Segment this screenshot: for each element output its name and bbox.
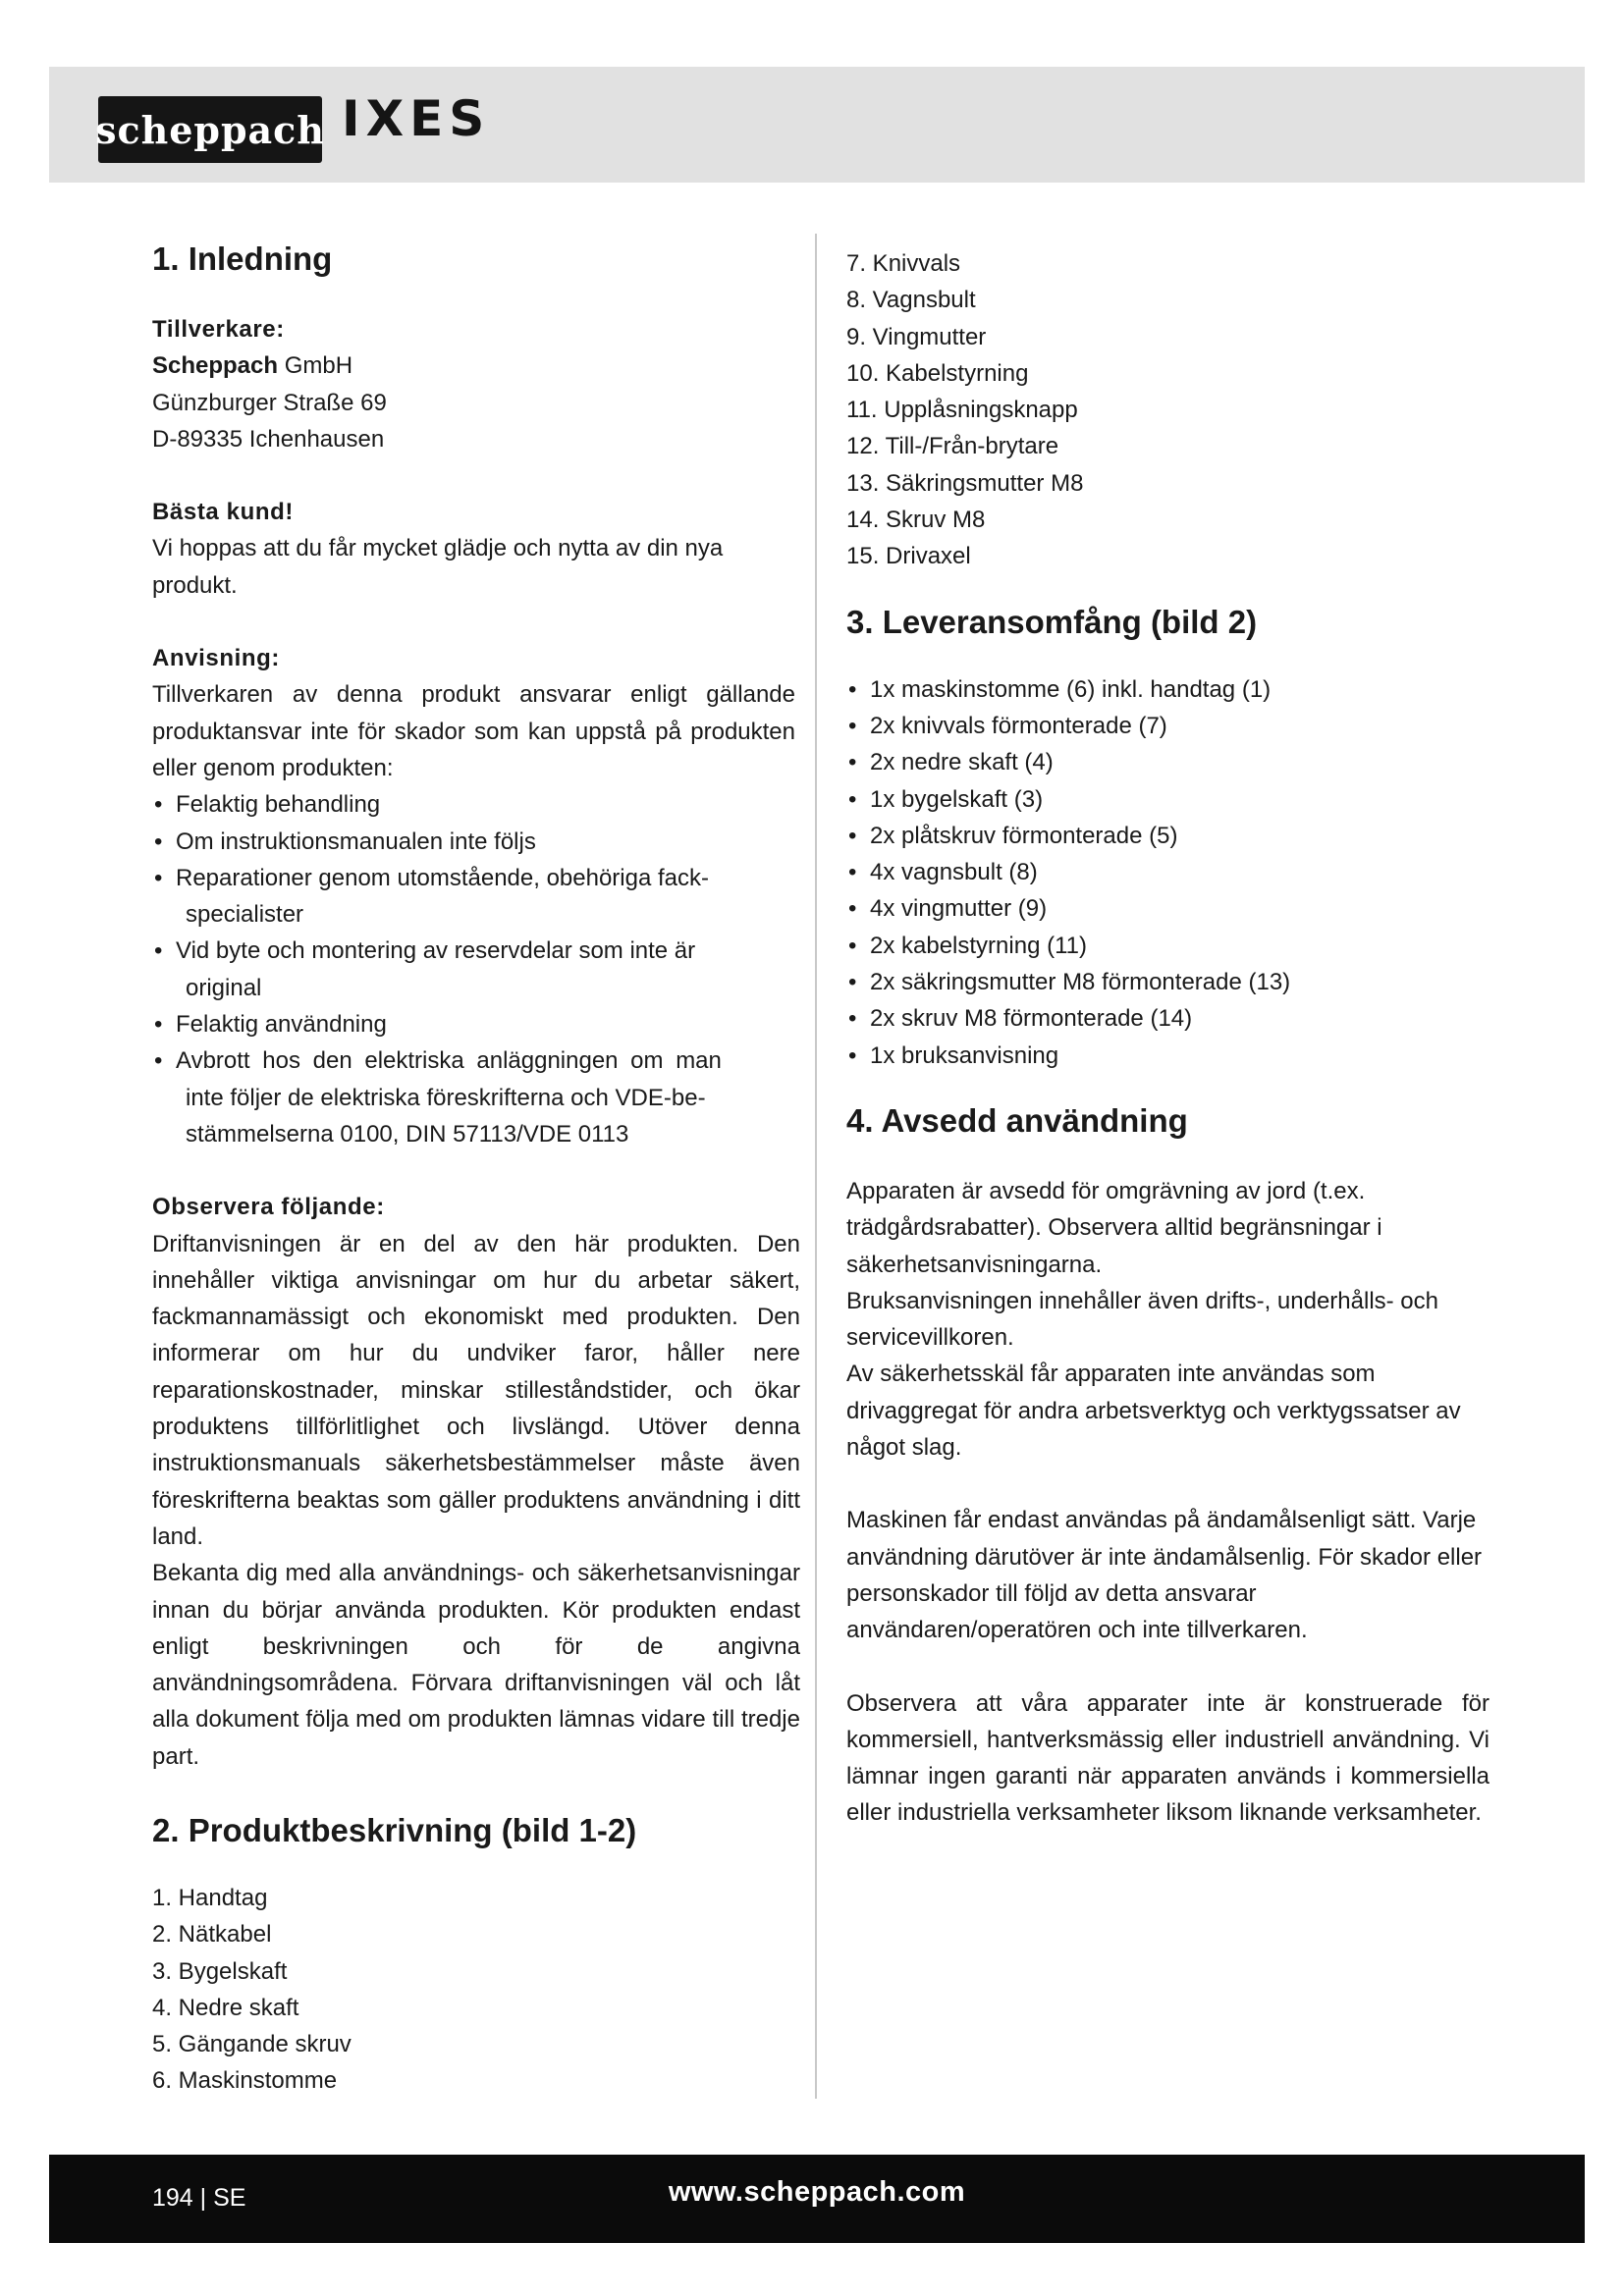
list-item: 14. Skruv M8 <box>846 507 986 534</box>
list-item: 2. Nätkabel <box>152 1921 272 1949</box>
intended-use-para-1: Apparaten är avsedd för omgrävning av jord (t.ex. trädgårdsrabatter). Observera alltid begränsningar i säkerhetsanvisningarna. <box>846 1177 1382 1278</box>
list-item: • 2x nedre skaft (4) <box>846 744 1494 780</box>
ixes-logo: IXES <box>342 90 491 147</box>
observe-text-2: Bekanta dig med alla användnings- och säkerhetsanvisningar innan du börjar använda produkten. Kör produkten endast enligt beskrivningen och för de angivna användningsområdena. Förvara driftanvisningen väl och låt alla dokument följa med om produkten lämnas vidare till tredje part. <box>152 1560 800 1770</box>
list-item: • Avbrott hos den elektriska anläggningen om man inte följer de elektriska föreskrifterna och VDE-be- stämmelserna 0100, DIN 57113/VDE 0113 <box>152 1042 800 1152</box>
list-item: • Reparationer genom utomstående, obehöriga fack- specialister <box>152 860 800 934</box>
list-item: 1. Handtag <box>152 1884 268 1911</box>
list-item: 15. Drivaxel <box>846 543 971 570</box>
right-column <box>846 245 1494 1832</box>
list-item: • 2x kabelstyrning (11) <box>846 928 1494 964</box>
list-item: • Vid byte och montering av reservdelar som inte är original <box>152 933 800 1006</box>
page-number: 194 | SE <box>152 2184 246 2212</box>
heading-leveransomfang: 3. Leveransomfång (bild 2) <box>846 603 1258 640</box>
list-item: 9. Vingmutter <box>846 323 987 350</box>
list-item: 13. Säkringsmutter M8 <box>846 469 1084 497</box>
list-item: • Felaktig behandling <box>152 786 800 823</box>
heading-inledning: 1. Inledning <box>152 240 333 277</box>
notice-label: Anvisning: <box>152 645 280 672</box>
list-item: 3. Bygelskaft <box>152 1957 288 1985</box>
observe-label: Observera följande: <box>152 1194 385 1221</box>
observe-text-1: Driftanvisningen är en del av den här produkten. Den innehåller viktiga anvisningar om hur du arbetar säkert, fackmannamässigt och ekonomiskt med produkten. Den informerar om hur du undviker faror, håller nere reparationskostnader, minskar stilleståndstider, och ökar produktens tillförlitlighet och livslängd. Utöver denna instruktionsmanuals säkerhetsbestämmelser måste även föreskrifterna beaktas som gäller produktens användning i ditt land. <box>152 1230 800 1550</box>
delivery-list <box>846 671 1494 1074</box>
list-item: 12. Till-/Från-brytare <box>846 433 1059 460</box>
column-divider <box>815 234 817 2099</box>
list-item: 8. Vagnsbult <box>846 287 976 314</box>
list-item: 10. Kabelstyrning <box>846 359 1029 387</box>
list-item: • Om instruktionsmanualen inte följs <box>152 824 800 860</box>
list-item: 7. Knivvals <box>846 250 961 277</box>
list-item: • 2x skruv M8 förmonterade (14) <box>846 1000 1494 1037</box>
notice-list <box>152 786 800 1152</box>
list-item: 11. Upplåsningsknapp <box>846 397 1078 424</box>
page-footer <box>49 2155 1585 2243</box>
scheppach-logo: scheppach <box>98 96 322 163</box>
list-item: 5. Gängande skruv <box>152 2031 352 2058</box>
product-parts-list-b <box>846 245 1494 575</box>
manufacturer-name: Scheppach GmbH <box>152 352 353 380</box>
intended-use-para-4: Maskinen får endast användas på ändamålsenligt sätt. Varje användning därutöver är inte ändamålsenlig. För skador eller personskador till följd av detta ansvarar användaren/operatören och inte tillverkaren. <box>846 1507 1483 1644</box>
list-item: • 2x knivvals förmonterade (7) <box>846 708 1494 744</box>
product-parts-list-a <box>152 1880 800 2100</box>
list-item: • 2x säkringsmutter M8 förmonterade (13) <box>846 964 1494 1000</box>
list-item: • 4x vagnsbult (8) <box>846 854 1494 890</box>
intended-use-para-2: Bruksanvisningen innehåller även drifts-, underhålls- och servicevillkoren. <box>846 1287 1438 1352</box>
left-column <box>152 234 800 2100</box>
list-item: • Felaktig användning <box>152 1006 800 1042</box>
customer-text: Vi hoppas att du får mycket glädje och nytta av din nya produkt. <box>152 535 724 599</box>
website-link[interactable]: www.scheppach.com <box>668 2176 966 2208</box>
list-item: 4. Nedre skaft <box>152 1994 299 2021</box>
list-item: • 1x maskinstomme (6) inkl. handtag (1) <box>846 671 1494 708</box>
customer-label: Bästa kund! <box>152 499 294 526</box>
heading-produktbeskrivning: 2. Produktbeskrivning (bild 1-2) <box>152 1811 637 1848</box>
list-item: • 1x bygelskaft (3) <box>846 781 1494 818</box>
page-header <box>49 67 1585 183</box>
intended-use-para-5: Observera att våra apparater inte är konstruerade för kommersiell, hantverksmässig eller industriell användning. Vi lämnar ingen garanti när apparaten används i kommersiella eller industriella verksamheter liksom liknande verksamheter. <box>846 1689 1489 1827</box>
notice-text: Tillverkaren av denna produkt ansvarar enligt gällande produktansvar inte för skador som kan uppstå på produkten eller genom produkten: <box>152 681 795 781</box>
list-item: • 4x vingmutter (9) <box>846 890 1494 927</box>
manufacturer-street: Günzburger Straße 69 <box>152 389 387 416</box>
list-item: • 1x bruksanvisning <box>846 1038 1494 1074</box>
manufacturer-label: Tillverkare: <box>152 316 285 343</box>
intended-use-para-3: Av säkerhetsskäl får apparaten inte användas som drivaggregat för andra arbetsverktyg och verktygssatser av något slag. <box>846 1361 1461 1462</box>
manufacturer-city: D-89335 Ichenhausen <box>152 425 385 453</box>
heading-avsedd-anvandning: 4. Avsedd användning <box>846 1101 1188 1139</box>
list-item: • 2x plåtskruv förmonterade (5) <box>846 818 1494 854</box>
list-item: 6. Maskinstomme <box>152 2067 338 2095</box>
